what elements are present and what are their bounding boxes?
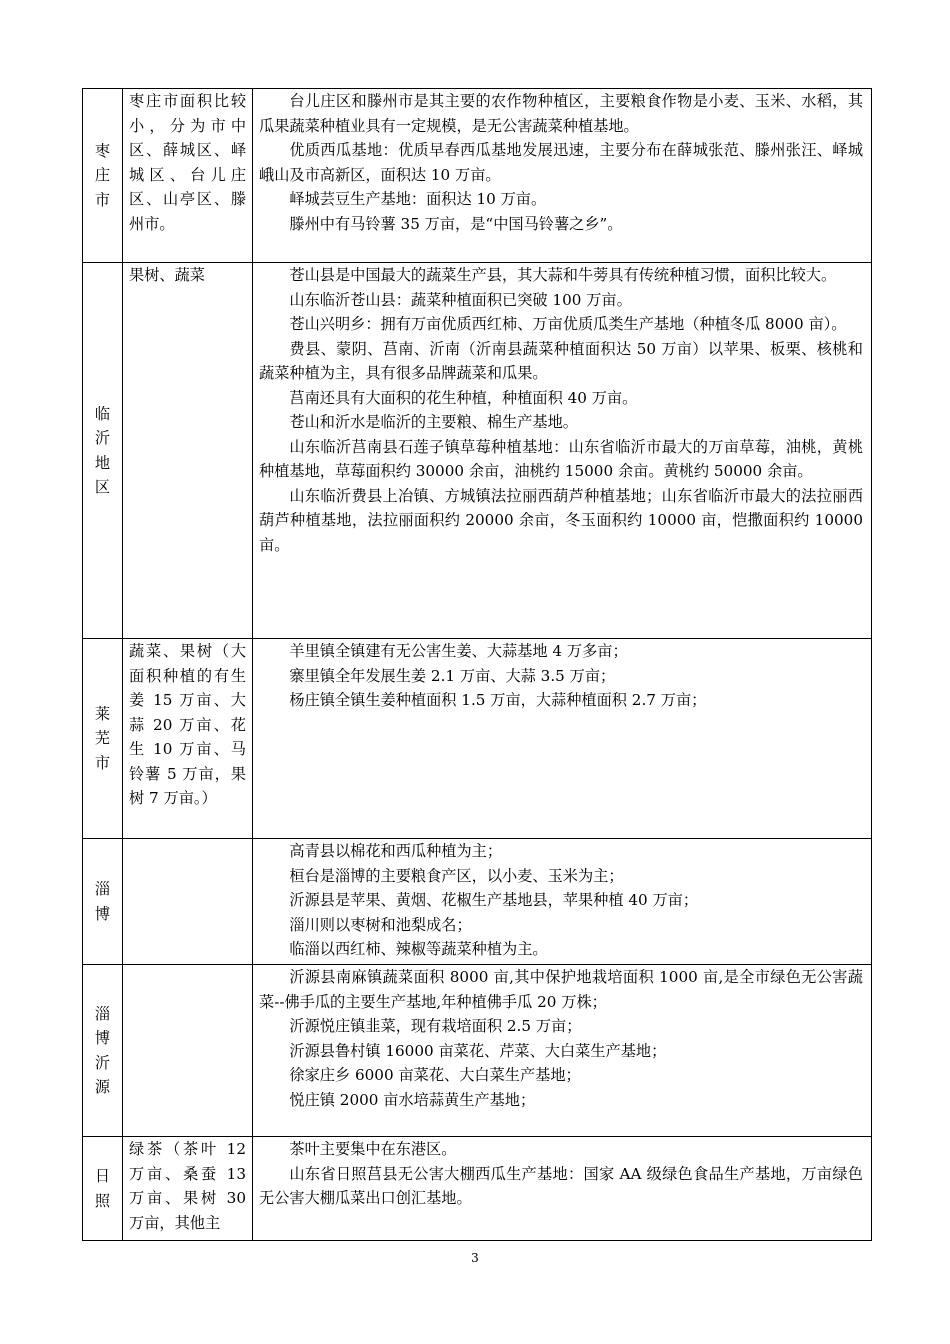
region-name: 临沂地区 [94,404,111,496]
table-row-linyi [83,263,872,639]
detail-cell [253,639,872,839]
detail-paragraph: 峄城芸豆生产基地：面积达 10 万亩。 [289,190,547,208]
region-name: 日照 [94,1167,111,1210]
crops-cell [123,839,253,965]
detail-paragraph: 悦庄镇 2000 亩水培蒜黄生产基地； [289,1090,536,1109]
detail-paragraph: 台儿庄区和滕州市是其主要的农作物种植区，主要粮食作物是小麦、玉米、水稻，其瓜果蔬菜种植业具有一定规模，是无公害蔬菜种植基地。 [259,92,863,135]
table-row-laiwu [83,639,872,839]
detail-paragraph: 沂源悦庄镇韭菜，现有栽培面积 2.5 万亩； [289,1017,582,1035]
detail-paragraph: 临淄以西红柿、辣椒等蔬菜种植为主。 [289,940,548,958]
detail-paragraph: 山东临沂莒南县石莲子镇草莓种植基地：山东省临沂市最大的万亩草莓，油桃，黄桃种植基地，草莓面积约 30000 余亩，油桃约 15000 余亩。黄桃约 50000 余亩。 [259,437,863,480]
detail-cell [253,89,872,263]
table-row-zaozhuang [83,89,872,263]
crops-cell: 蔬菜、果树（大面积种植的有生姜 15 万亩、大蒜 20 万亩、花生 10 万亩、马铃薯 5 万亩，果树 7 万亩。） [123,639,253,839]
detail-paragraph: 高青县以棉花和西瓜种植为主； [289,842,503,860]
detail-paragraph: 苍山县是中国最大的蔬菜生产县，其大蒜和牛蒡具有传统种植习惯，面积比较大。 [289,266,837,284]
detail-paragraph: 莒南还具有大面积的花生种植，种植面积 40 万亩。 [289,388,638,407]
crop-region-table [82,88,872,1241]
region-cell [83,639,123,839]
detail-paragraph: 徐家庄乡 6000 亩菜花、大白菜生产基地； [289,1066,581,1084]
region-cell [83,263,123,639]
detail-cell [253,839,872,965]
crops-cell [123,965,253,1137]
detail-paragraph: 沂源县南麻镇蔬菜面积 8000 亩,其中保护地栽培面积 1000 亩,是全市绿色无公害蔬菜--佛手瓜的主要生产基地,年种植佛手瓜 20 万株； [259,968,863,1011]
table-row-zibo [83,839,872,965]
detail-paragraph: 苍山兴明乡：拥有万亩优质西红柿、万亩优质瓜类生产基地（种植冬瓜 8000 亩）。 [289,315,847,333]
detail-paragraph: 沂源县鲁村镇 16000 亩菜花、芹菜、大白菜生产基地； [289,1041,667,1060]
detail-paragraph: 苍山和沂水是临沂的主要粮、棉生产基地。 [289,413,578,431]
detail-cell [253,965,872,1137]
crops-cell: 果树、蔬菜 [123,263,253,639]
detail-cell [253,263,872,639]
detail-paragraph: 沂源县是苹果、黄烟、花椒生产基地县，苹果种植 40 万亩； [289,891,699,909]
detail-paragraph: 羊里镇全镇建有无公害生姜、大蒜基地 4 万多亩； [289,642,628,660]
page-number: 3 [471,1251,479,1265]
table-row-rizhao [83,1137,872,1241]
region-name: 淄博沂源 [94,1004,111,1096]
detail-paragraph: 山东省日照莒县无公害大棚西瓜生产基地：国家 AA 级绿色食品生产基地，万亩绿色无公害大棚瓜菜出口创汇基地。 [259,1164,863,1207]
detail-paragraph: 淄川则以枣树和池梨成名； [289,915,472,934]
region-name: 枣庄市 [94,141,111,209]
detail-paragraph: 山东临沂费县上冶镇、方城镇法拉丽西葫芦种植基地；山东省临沂市最大的法拉丽西葫芦种植基地，法拉丽面积约 20000 余亩，冬玉面积约 10000 亩，恺撒面积约 10000 亩。 [259,486,863,554]
region-cell [83,89,123,263]
detail-paragraph: 费县、蒙阴、莒南、沂南（沂南县蔬菜种植面积达 50 万亩）以苹果、板栗、核桃和蔬菜种植为主，具有很多品牌蔬菜和瓜果。 [259,339,863,382]
region-cell [83,839,123,965]
region-name: 莱芜市 [94,704,111,772]
region-cell [83,965,123,1137]
detail-paragraph: 寨里镇全年发展生姜 2.1 万亩、大蒜 3.5 万亩； [289,666,616,685]
detail-paragraph: 滕州中有马铃薯 35 万亩，是“中国马铃薯之乡”。 [289,214,623,233]
region-cell [83,1137,123,1241]
crops-cell: 绿茶（茶叶 12 万亩、桑蚕 13 万亩、果树 30 万亩，其他主 [123,1137,253,1241]
detail-cell [253,1137,872,1241]
detail-paragraph: 茶叶主要集中在东港区。 [289,1140,457,1158]
table-row-zibo-yiyuan [83,965,872,1137]
region-name: 淄博 [94,880,111,923]
detail-paragraph: 优质西瓜基地：优质早春西瓜基地发展迅速，主要分布在薛城张范、滕州张汪、峄城峨山及市高新区，面积达 10 万亩。 [259,141,863,184]
detail-paragraph: 桓台是淄博的主要粮食产区，以小麦、玉米为主； [289,866,624,885]
detail-paragraph: 杨庄镇全镇生姜种植面积 1.5 万亩，大蒜种植面积 2.7 万亩； [289,691,707,709]
detail-paragraph: 山东临沂苍山县：蔬菜种植面积已突破 100 万亩。 [289,290,632,309]
crops-cell: 枣庄市面积比较小，分为市中区、薛城区、峄城区、台儿庄区、山亭区、滕州市。 [123,89,253,263]
